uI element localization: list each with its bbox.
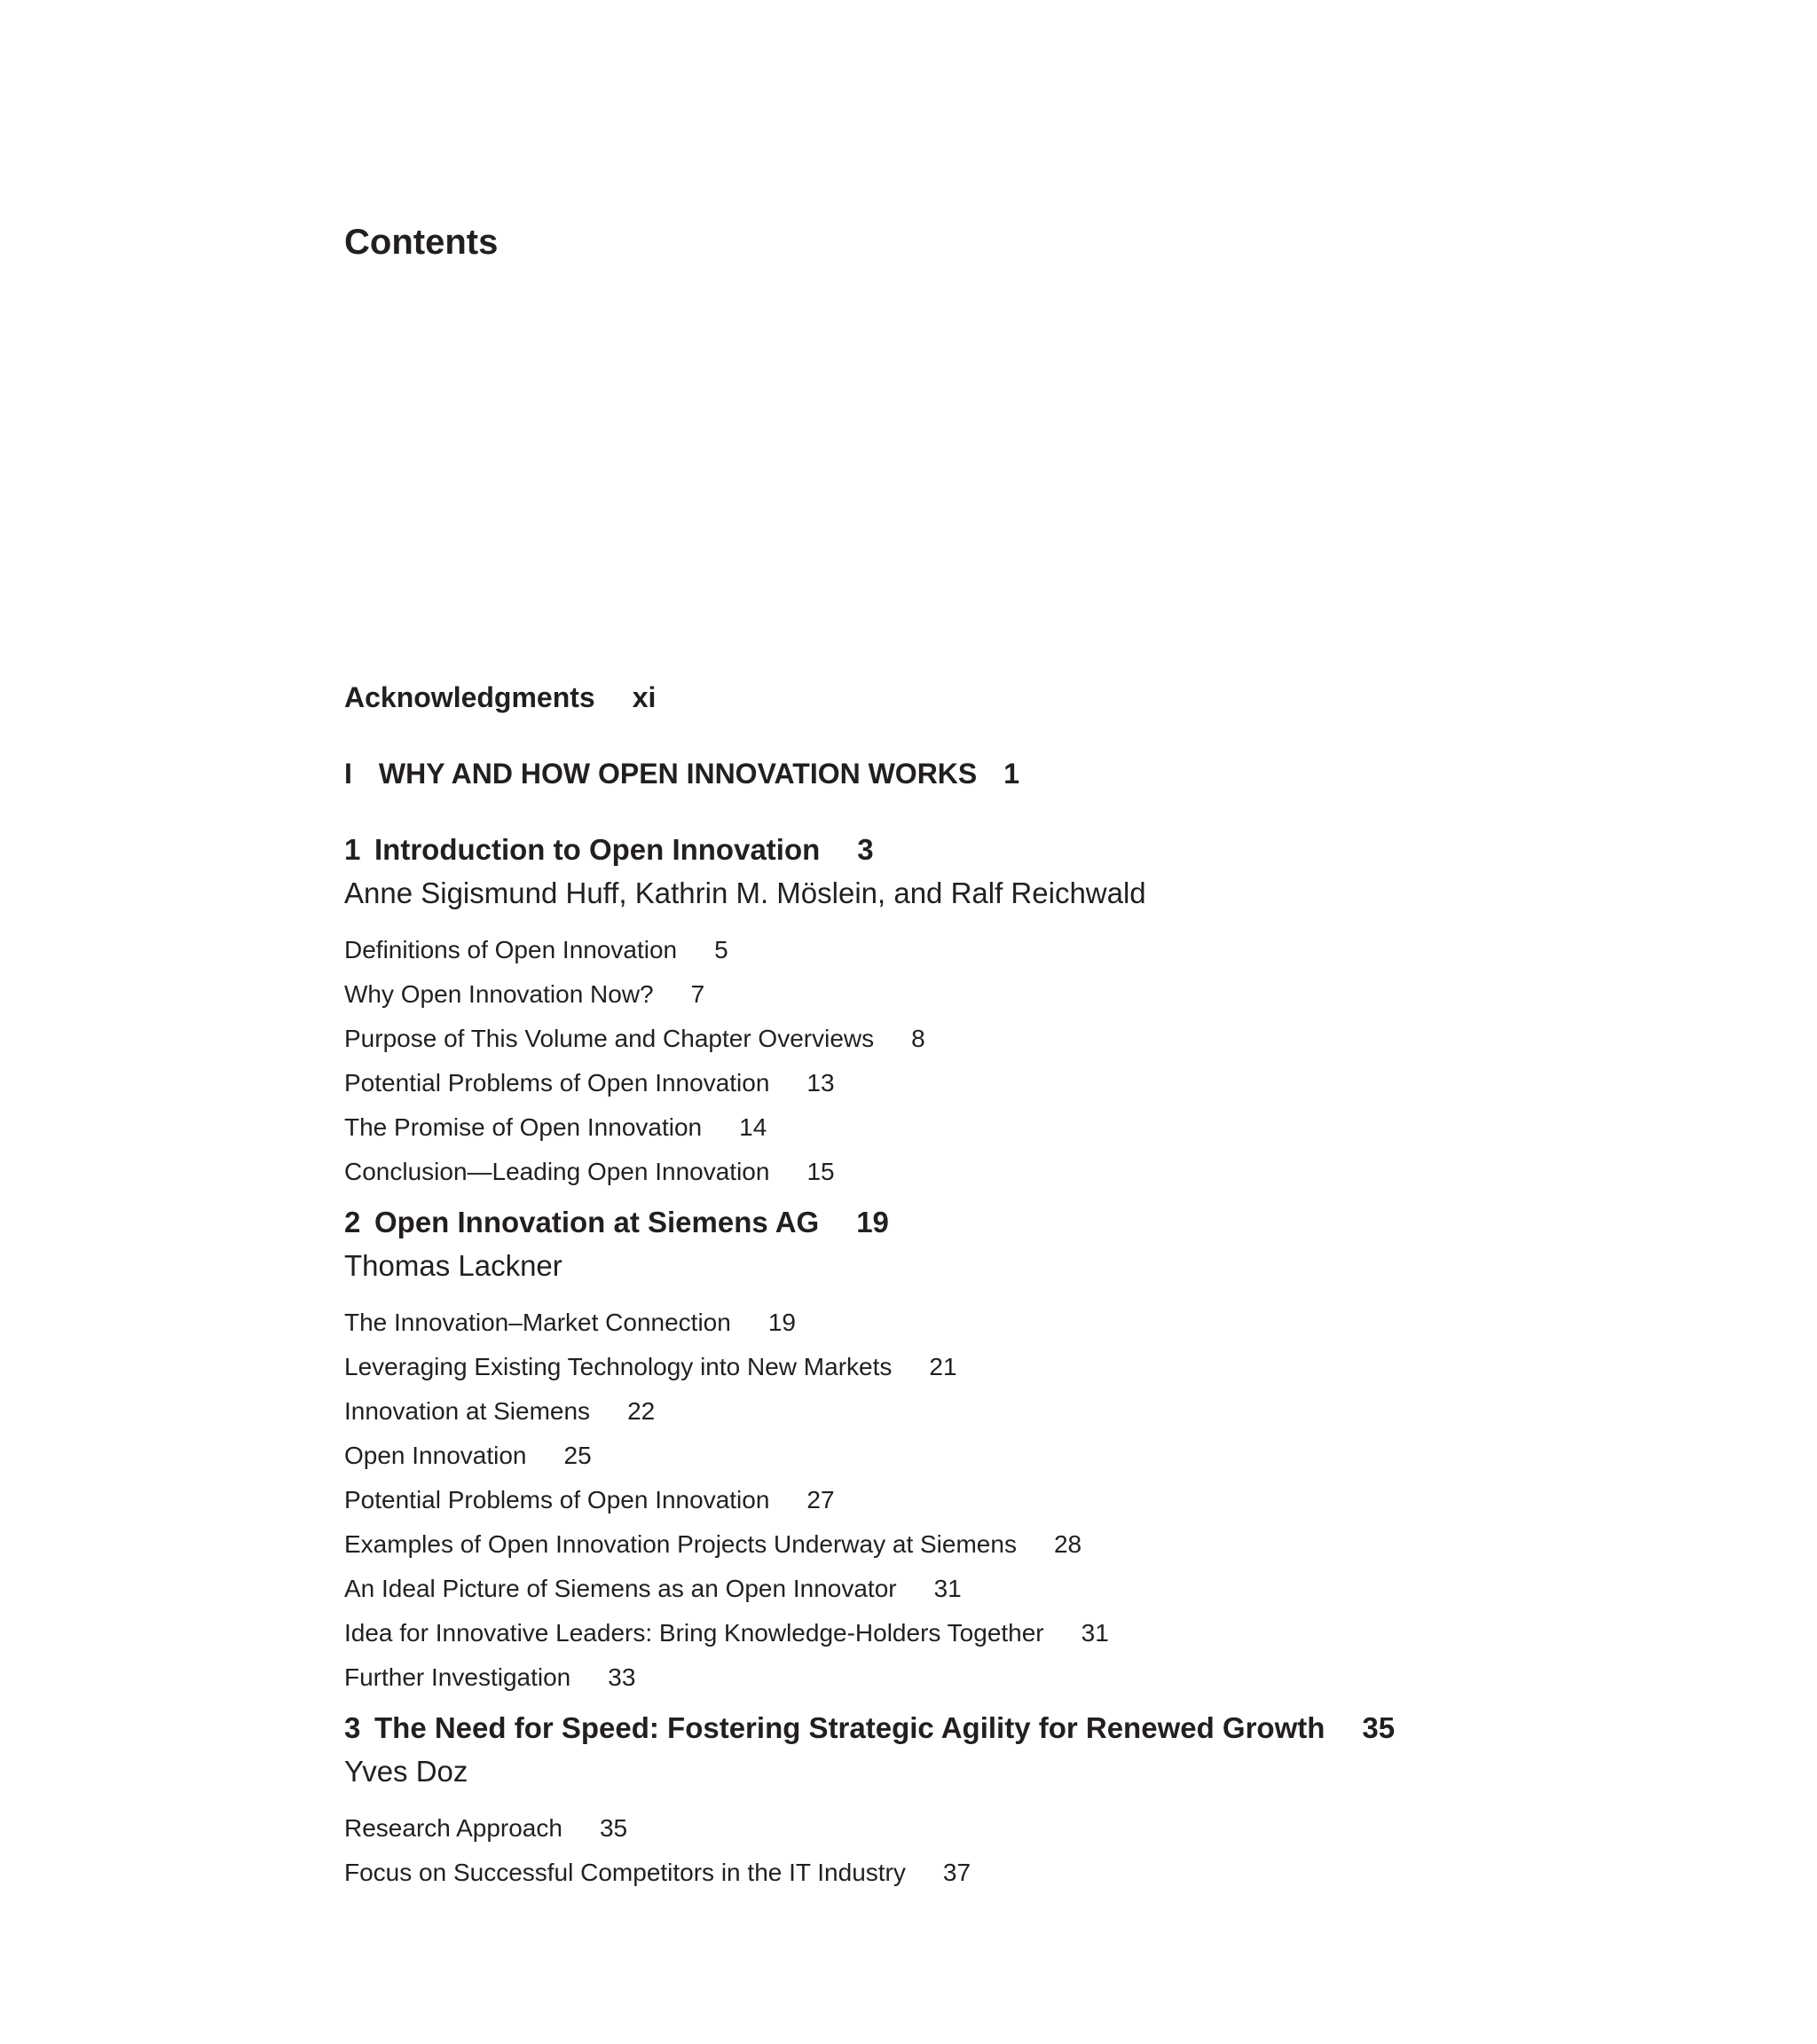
entry-page-number: 1 [1003, 758, 1020, 790]
toc-section-entry[interactable] [344, 1522, 1586, 1567]
toc-section-entry[interactable] [344, 1478, 1586, 1522]
chapter-entry [344, 1707, 1586, 1895]
chapter-title: Open Innovation at Siemens AG [374, 1206, 820, 1238]
chapter-author: Anne Sigismund Huff, Kathrin M. Möslein, and Ralf Reichwald [344, 877, 1146, 909]
toc-part-heading[interactable] [344, 752, 1586, 795]
chapter-title-line[interactable] [344, 829, 1586, 871]
entry-page-number: 14 [739, 1113, 767, 1141]
chapter-author: Thomas Lackner [344, 1249, 562, 1282]
toc-section-entry[interactable] [344, 928, 1586, 972]
section-title: Research Approach [344, 1814, 562, 1842]
section-title: Conclusion—Leading Open Innovation [344, 1158, 770, 1185]
chapter-title-line[interactable] [344, 1201, 1586, 1244]
chapter-title: The Need for Speed: Fostering Strategic Agility for Renewed Growth [374, 1711, 1325, 1744]
section-title: Potential Problems of Open Innovation [344, 1486, 770, 1513]
chapter-number: 3 [344, 1711, 361, 1744]
entry-page-number: 33 [608, 1663, 636, 1691]
section-title: Further Investigation [344, 1663, 571, 1691]
entry-page-number: 5 [714, 936, 728, 963]
chapter-entry [344, 1201, 1586, 1700]
entry-page-number: 8 [911, 1025, 925, 1052]
section-title: Idea for Innovative Leaders: Bring Knowledge-Holders Together [344, 1619, 1044, 1647]
entry-page-number: 22 [627, 1397, 656, 1425]
section-title: Potential Problems of Open Innovation [344, 1069, 770, 1097]
entry-title: Acknowledgments [344, 681, 595, 713]
chapter-number: 1 [344, 833, 361, 866]
toc-section-entry[interactable] [344, 1567, 1586, 1611]
chapter-entry [344, 829, 1586, 1194]
entry-page-number: 37 [942, 1859, 971, 1886]
section-title: Examples of Open Innovation Projects Underway at Siemens [344, 1530, 1017, 1558]
entry-page-number: 13 [806, 1069, 835, 1097]
entry-page-number: 27 [806, 1486, 835, 1513]
section-title: Why Open Innovation Now? [344, 980, 654, 1008]
section-title: An Ideal Picture of Siemens as an Open Innovator [344, 1575, 897, 1602]
chapter-title-line[interactable] [344, 1707, 1586, 1749]
toc-section-entry[interactable] [344, 1150, 1586, 1194]
entry-page-number: 15 [806, 1158, 835, 1185]
entry-page-number: 25 [563, 1442, 592, 1469]
chapter-title: Introduction to Open Innovation [374, 833, 821, 866]
toc-section-entry[interactable] [344, 1105, 1586, 1150]
entry-page-number: 35 [599, 1814, 628, 1842]
toc-section-entry[interactable] [344, 1851, 1586, 1895]
entry-page-number: 28 [1053, 1530, 1082, 1558]
entry-page-number: 3 [857, 833, 874, 866]
toc-section-entry[interactable] [344, 972, 1586, 1017]
toc-section-entry[interactable] [344, 1611, 1586, 1655]
toc-section-entry[interactable] [344, 1061, 1586, 1105]
entry-page-number: 19 [767, 1309, 796, 1336]
entry-page-number: xi [632, 681, 657, 713]
section-title: Leveraging Existing Technology into New Markets [344, 1353, 893, 1380]
section-title: The Promise of Open Innovation [344, 1113, 703, 1141]
toc-section-entry[interactable] [344, 1389, 1586, 1434]
entry-page-number: 35 [1362, 1711, 1396, 1744]
entry-page-number: 31 [933, 1575, 962, 1602]
chapter-number: 2 [344, 1206, 361, 1238]
section-title: Innovation at Siemens [344, 1397, 591, 1425]
part-title: WHY AND HOW OPEN INNOVATION WORKS [378, 758, 978, 790]
section-title: Open Innovation [344, 1442, 527, 1469]
section-title: The Innovation–Market Connection [344, 1309, 731, 1336]
section-title: Focus on Successful Competitors in the IT Industry [344, 1859, 906, 1886]
section-title: Purpose of This Volume and Chapter Overviews [344, 1025, 875, 1052]
toc-section-entry[interactable] [344, 1017, 1586, 1061]
toc-section-entry[interactable] [344, 1301, 1586, 1345]
part-numeral: I [344, 758, 352, 790]
toc-section-entry[interactable] [344, 1806, 1586, 1851]
entry-page-number: 7 [690, 980, 705, 1008]
toc-section-entry[interactable] [344, 1345, 1586, 1389]
entry-page-number: 21 [929, 1353, 957, 1380]
entry-page-number: 31 [1081, 1619, 1109, 1647]
table-of-contents [344, 676, 1586, 1902]
chapter-author: Yves Doz [344, 1755, 468, 1788]
entry-page-number: 19 [856, 1206, 889, 1238]
page-title: Contents [344, 223, 499, 262]
toc-section-entry[interactable] [344, 1434, 1586, 1478]
toc-entry-acknowledgments[interactable] [344, 676, 1586, 719]
toc-section-entry[interactable] [344, 1655, 1586, 1700]
section-title: Definitions of Open Innovation [344, 936, 678, 963]
